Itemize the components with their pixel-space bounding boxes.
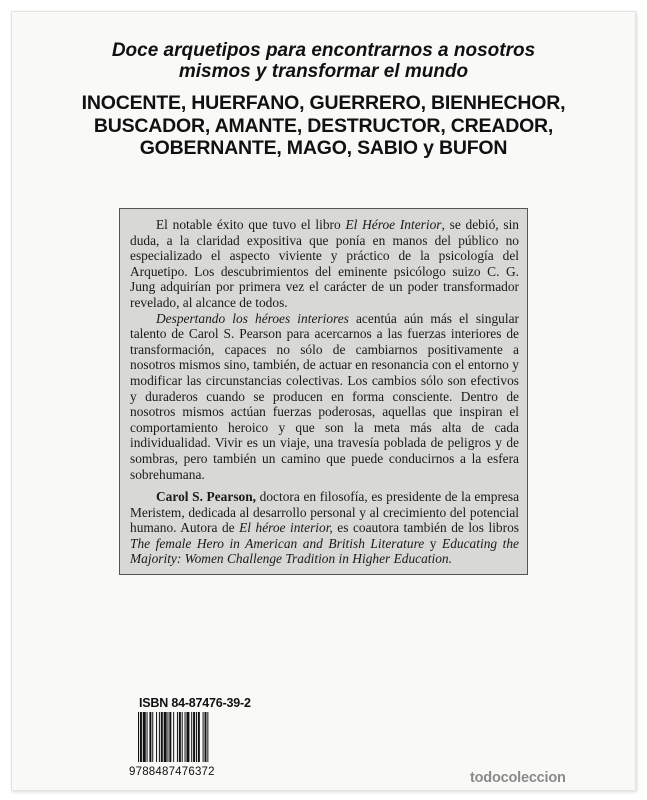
tagline-line-1: Doce arquetipos para encontrarnos a nosotros — [111, 40, 536, 61]
author-bio-text: doctora en filosofía, es presidente de la empresa Meristem, dedicada al desarrollo personal y al crecimiento del potencial humano. Autora de — [130, 489, 520, 536]
book-back-cover — [11, 11, 636, 791]
book-title-reference: El Héroe Interior — [345, 217, 442, 232]
author-bio-paragraph — [130, 489, 519, 567]
archetypes-line-2: BUSCADOR, AMANTE, DESTRUCTOR, CREADOR, — [93, 114, 554, 137]
description-paragraph-2 — [130, 311, 519, 483]
description-text: , se debió, sin duda, a la claridad expositiva que ponía en manos del público no especializado el aspecto viviente y práctico de la psicología del Arquetipo. Los descubrimientos del eminente psicólogo suizo C. G. Jung adquirían por primera vez el carácter de un poder transformador revelado, al alcance de todos. — [130, 217, 519, 310]
watermark-logo: todocoleccion — [470, 770, 566, 786]
barcode-number: 9788487476372 — [129, 766, 215, 778]
tagline-heading — [12, 40, 635, 82]
author-bio-text: es coautora también de los libros — [332, 520, 519, 536]
tagline-line-2: mismos y transformar el mundo — [178, 61, 469, 82]
description-text: El notable éxito que tuvo el libro — [156, 217, 346, 232]
isbn-label: ISBN 84-87476-39-2 — [139, 696, 251, 710]
book-title-reference: Educating the Majority: Women Challenge Tradition in Higher Education. — [130, 535, 519, 567]
book-title-reference: The female Hero in American and British Literature — [130, 535, 425, 551]
author-bio-text: y — [424, 535, 443, 551]
book-title-reference: Despertando los héroes interiores — [156, 310, 349, 326]
archetypes-list — [12, 92, 635, 160]
description-paragraph-1 — [130, 217, 519, 311]
barcode-image — [138, 712, 230, 762]
archetypes-line-3: GOBERNANTE, MAGO, SABIO y BUFON — [139, 137, 508, 159]
book-title-reference: El héroe interior, — [239, 520, 333, 536]
archetypes-line-1: INOCENTE, HUERFANO, GUERRERO, BIENHECHOR, — [81, 92, 566, 114]
description-box — [119, 208, 528, 575]
description-text: acentúa aún más el singular talento de Carol S. Pearson para acercarnos a las fuerzas interiores de transformación, capaces no sólo de cambiarnos positivamente a nosotros mismos sino, también, de actuar en resonancia con el entorno y modificar las circunstancias colectivas. Los cambios sólo son efectivos y duraderos cuando se producen en forma consciente. Dentro de nosotros mismos actúan fuerzas poderosas, aquellas que inspiran el comportamiento heroico y que son la meta más alta de cada individualidad. Vivir es un viaje, una travesía poblada de peligros y de sombras, pero también un camino que puede conducirnos a la esfera sobrehumana. — [130, 310, 519, 482]
author-name: Carol S. Pearson, — [156, 489, 257, 505]
